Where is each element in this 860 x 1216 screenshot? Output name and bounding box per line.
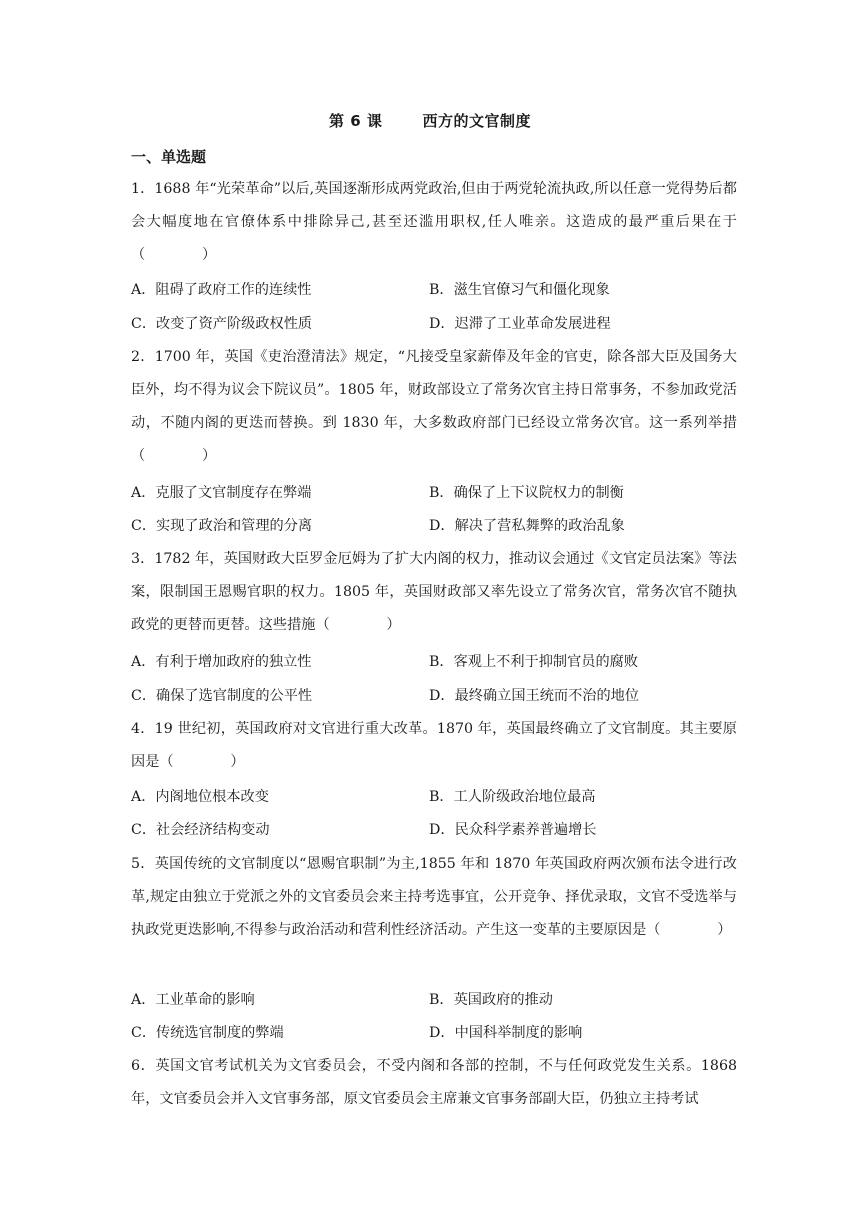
question-2-option-b: B．确保了上下议院权力的制衡 bbox=[429, 485, 624, 501]
question-5-stem: 5．英国传统的文官制度以“恩赐官职制”为主,1855 年和 1870 年英国政府两次颁布法令进行改革,规定由独立于党派之外的文官委员会来主持考选事宜，公开竞争、择优录取，文官不受选举与执政党更迭影响,不得参与政治活动和营利性经济活动。产生这一变革的主要原因是（ ） bbox=[131, 856, 737, 938]
lesson-topic: 西方的文官制度 bbox=[422, 112, 531, 130]
question-4-option-c: C．社会经济结构变动 bbox=[131, 822, 270, 838]
question-3-option-c: C．确保了选官制度的公平性 bbox=[131, 688, 313, 704]
section-heading: 一、单选题 bbox=[131, 148, 207, 166]
question-4-stem: 4．19 世纪初，英国政府对文官进行重大改革。1870 年，英国最终确立了文官制度。其主要原因是（ ） bbox=[131, 721, 737, 770]
question-4-option-a: A．内阁地位根本改变 bbox=[131, 789, 269, 805]
question-1-option-c: C．改变了资产阶级政权性质 bbox=[131, 316, 313, 332]
question-3-option-a: A．有利于增加政府的独立性 bbox=[131, 654, 312, 670]
question-4-option-b: B．工人阶级政治地位最高 bbox=[429, 789, 596, 805]
question-1-stem: 1．1688 年“光荣革命”以后,英国逐渐形成两党政治,但由于两党轮流执政,所以任意一党得势后都会大幅度地在官僚体系中排除异己,甚至还滥用职权,任人唯亲。这造成的最严重后果在于（ ） bbox=[131, 181, 737, 263]
question-2-option-c: C．实现了政治和管理的分离 bbox=[131, 518, 313, 534]
question-2-option-a: A．克服了文官制度存在弊端 bbox=[131, 485, 312, 501]
question-5-option-d: D．中国科举制度的影响 bbox=[429, 1025, 583, 1041]
question-3-option-d: D．最终确立国王统而不治的地位 bbox=[429, 688, 640, 704]
question-5-option-a: A．工业革命的影响 bbox=[131, 992, 255, 1008]
question-5-option-b: B．英国政府的推动 bbox=[429, 992, 553, 1008]
question-2-stem: 2．1700 年，英国《吏治澄清法》规定，“凡接受皇家薪俸及年金的官吏，除各部大臣及国务大臣外，均不得为议会下院议员”。1805 年，财政部设立了常务次官主持日常事务，不参加政党活动，不随内阁的更迭而替换。到 1830 年，大多数政府部门已经设立常务次官。这一系列举措（ ） bbox=[131, 349, 737, 464]
question-1-option-d: D．迟滞了工业革命发展进程 bbox=[429, 316, 611, 332]
question-5-option-c: C．传统选官制度的弊端 bbox=[131, 1025, 284, 1041]
question-4-option-d: D．民众科学素养普遍增长 bbox=[429, 822, 597, 838]
page-title bbox=[0, 110, 860, 131]
question-3-stem: 3．1782 年，英国财政大臣罗金厄姆为了扩大内阁的权力，推动议会通过《文官定员法案》等法案，限制国王恩赐官职的权力。1805 年，英国财政部又率先设立了常务次官，常务次官不随执政党的更替而更替。这些措施（ ） bbox=[131, 551, 737, 633]
question-1-option-b: B．滋生官僚习气和僵化现象 bbox=[429, 282, 610, 298]
question-2-option-d: D．解决了营私舞弊的政治乱象 bbox=[429, 518, 625, 534]
lesson-number: 第 6 课 bbox=[329, 112, 383, 130]
question-6-stem: 6．英国文官考试机关为文官委员会，不受内阁和各部的控制，不与任何政党发生关系。1868 年，文官委员会并入文官事务部，原文官委员会主席兼文官事务部副大臣，仍独立主持考试 bbox=[131, 1058, 737, 1107]
question-1-option-a: A．阻碍了政府工作的连续性 bbox=[131, 282, 312, 298]
question-3-option-b: B．客观上不利于抑制官员的腐败 bbox=[429, 654, 639, 670]
